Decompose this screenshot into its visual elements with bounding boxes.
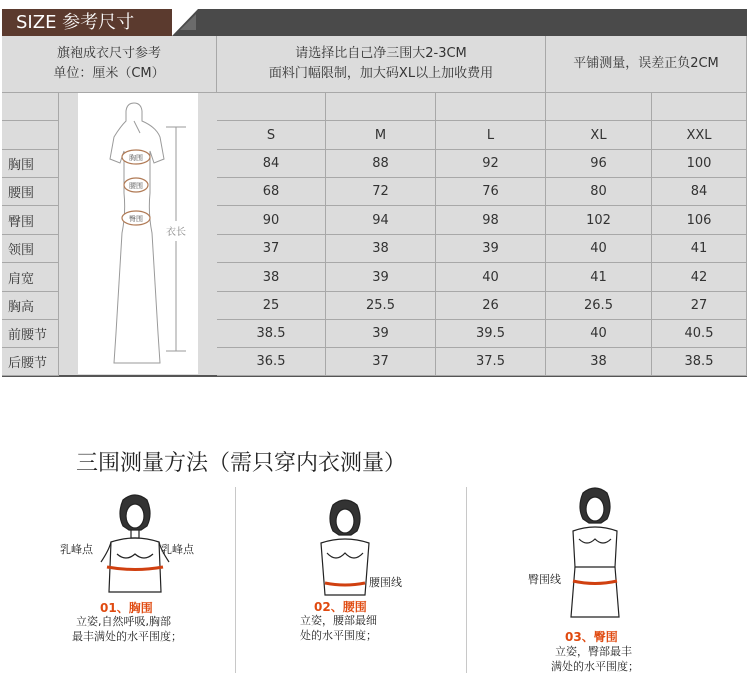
size-header-1: M (326, 121, 436, 150)
spacer-cell (326, 93, 436, 121)
size-header-2: L (436, 121, 546, 150)
table-note-line1: 请选择比自己净三围大2-3CM (295, 46, 467, 61)
spacer-cell (436, 93, 546, 121)
table-cell: 94 (326, 206, 436, 235)
table-cell: 38.5 (652, 348, 747, 376)
table-cell: 72 (326, 178, 436, 206)
waist-caption: 02、腰围 (314, 600, 367, 614)
row-label: 腰围 (2, 178, 59, 206)
size-header-empty (2, 121, 59, 150)
table-note-cell (217, 36, 546, 93)
table-cell: 106 (652, 206, 747, 235)
figure-hip-label: 臀围 (129, 215, 143, 223)
waist-line-label: 腰围线 (369, 576, 402, 589)
table-cell: 40 (546, 320, 652, 348)
bust-caption: 01、胸围 (100, 601, 153, 615)
qipao-figure (78, 93, 198, 374)
table-title: 旗袍成衣尺寸参考 (56, 46, 161, 61)
waist-desc-line2: 处的水平围度； (300, 629, 377, 642)
hip-line-label: 臀围线 (528, 573, 561, 586)
table-cell: 98 (436, 206, 546, 235)
table-cell: 37 (217, 235, 326, 263)
table-cell: 38 (217, 263, 326, 292)
figure-waist-label: 腰围 (129, 182, 143, 190)
row-label: 臀围 (2, 206, 59, 235)
figure-bust-label: 胸围 (129, 154, 143, 162)
table-cell: 38 (546, 348, 652, 376)
spacer-cell (2, 93, 59, 121)
table-cell: 84 (217, 150, 326, 178)
table-cell: 41 (546, 263, 652, 292)
row-label: 肩宽 (2, 263, 59, 292)
hip-caption: 03、臀围 (565, 630, 618, 644)
hip-desc-line1: 立姿，臀部最丰 (555, 645, 632, 658)
size-header-4: XXL (652, 121, 747, 150)
bust-desc-line2: 最丰满处的水平围度； (72, 630, 182, 643)
woman-hip-icon (563, 487, 627, 621)
size-header-bar (2, 9, 747, 36)
table-cell: 37.5 (436, 348, 546, 376)
table-note-right-text: 平铺测量，误差正负2CM (573, 56, 719, 71)
table-cell: 42 (652, 263, 747, 292)
nipple-point-label-right: 乳峰点 (161, 543, 194, 556)
table-cell: 96 (546, 150, 652, 178)
table-cell: 88 (326, 150, 436, 178)
table-cell: 40 (436, 263, 546, 292)
size-header-title: SIZE 参考尺寸 (2, 9, 172, 36)
row-label: 胸高 (2, 292, 59, 320)
bust-desc-line1: 立姿,自然呼吸,胸部 (76, 615, 171, 628)
table-cell: 37 (326, 348, 436, 376)
table-title-cell (2, 36, 217, 93)
table-unit: 单位：厘米（CM） (53, 66, 165, 81)
table-cell: 39 (326, 320, 436, 348)
table-cell: 39.5 (436, 320, 546, 348)
method-title: 三围测量方法（需只穿内衣测量） (76, 451, 407, 476)
table-cell: 25 (217, 292, 326, 320)
divider (466, 487, 467, 673)
table-cell: 84 (652, 178, 747, 206)
table-note-line2: 面料门幅限制，加大码XL以上加收费用 (268, 66, 494, 81)
table-cell: 76 (436, 178, 546, 206)
table-cell: 38.5 (217, 320, 326, 348)
table-cell: 40 (546, 235, 652, 263)
figure-length-label: 衣长 (166, 227, 186, 238)
table-cell: 39 (326, 263, 436, 292)
table-cell: 41 (652, 235, 747, 263)
header-corner-triangle (180, 14, 196, 30)
table-cell: 102 (546, 206, 652, 235)
spacer-cell (217, 93, 326, 121)
hip-desc-line2: 满处的水平围度； (551, 660, 639, 673)
row-label: 胸围 (2, 150, 59, 178)
row-label: 领围 (2, 235, 59, 263)
table-cell: 90 (217, 206, 326, 235)
table-cell: 80 (546, 178, 652, 206)
waist-desc-line1: 立姿，腰部最细 (300, 614, 377, 627)
row-label: 后腰节 (2, 348, 59, 376)
table-cell: 39 (436, 235, 546, 263)
table-cell: 36.5 (217, 348, 326, 376)
table-cell: 26 (436, 292, 546, 320)
table-cell: 38 (326, 235, 436, 263)
divider (235, 487, 236, 673)
spacer-cell (546, 93, 652, 121)
table-cell: 27 (652, 292, 747, 320)
spacer-cell (652, 93, 747, 121)
table-cell: 100 (652, 150, 747, 178)
table-cell: 92 (436, 150, 546, 178)
qipao-outline-icon (78, 93, 198, 374)
size-header-0: S (217, 121, 326, 150)
row-label: 前腰节 (2, 320, 59, 348)
table-cell: 40.5 (652, 320, 747, 348)
table-note-right (546, 36, 747, 93)
table-cell: 26.5 (546, 292, 652, 320)
size-header-3: XL (546, 121, 652, 150)
table-cell: 25.5 (326, 292, 436, 320)
nipple-point-label-left: 乳峰点 (60, 543, 93, 556)
table-cell: 68 (217, 178, 326, 206)
